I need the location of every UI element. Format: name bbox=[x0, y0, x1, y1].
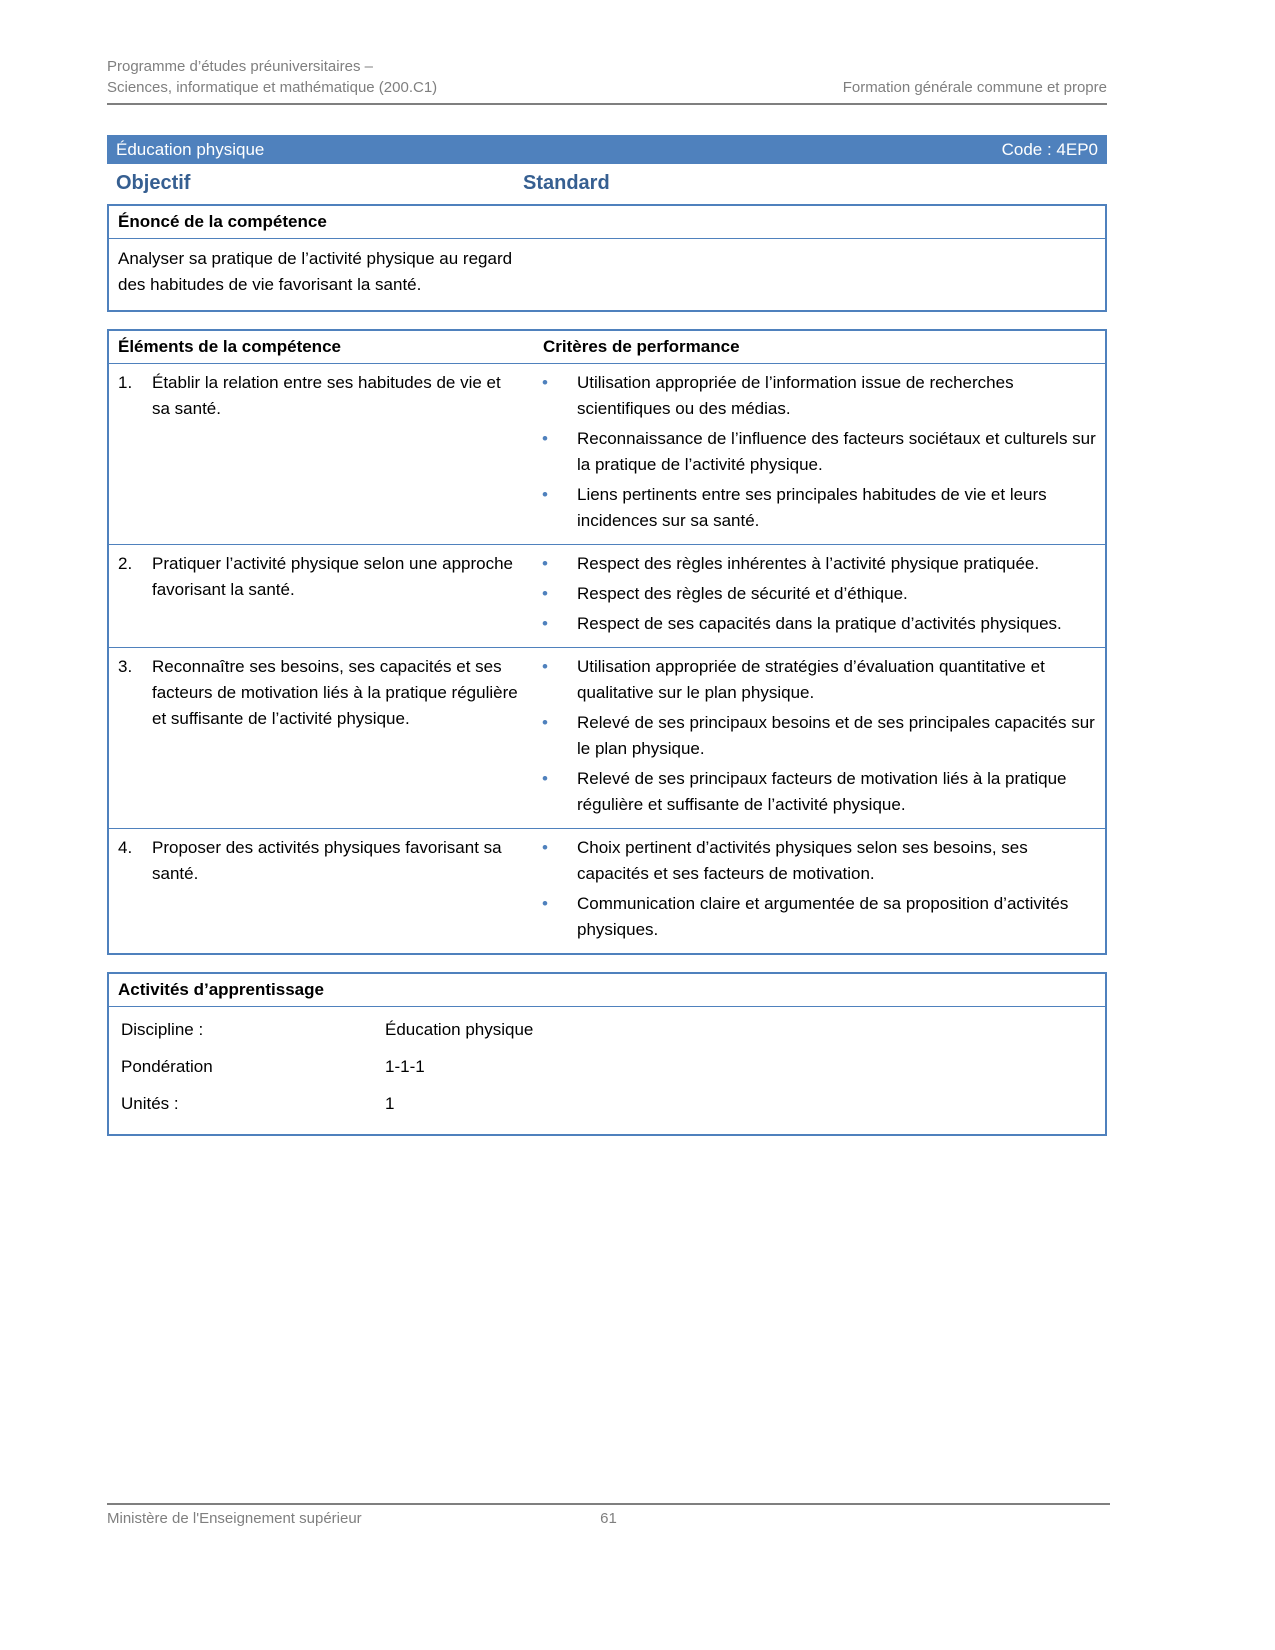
bullet-icon bbox=[542, 766, 577, 818]
page-content bbox=[107, 0, 1107, 1136]
criterion-item bbox=[542, 766, 1099, 818]
course-title: Éducation physique bbox=[116, 139, 265, 159]
page-number: 61 bbox=[600, 1510, 617, 1527]
bullet-icon bbox=[542, 551, 577, 577]
criterion-item bbox=[542, 710, 1099, 762]
criterion-item bbox=[542, 654, 1099, 706]
criterion-item bbox=[542, 370, 1099, 422]
enonce-box bbox=[107, 204, 1107, 312]
criterion-text: Respect des règles inhérentes à l’activité physique pratiquée. bbox=[577, 554, 1040, 573]
criterion-item bbox=[542, 835, 1099, 887]
bullet-icon bbox=[542, 891, 577, 943]
activities-box bbox=[107, 972, 1107, 1136]
criteria-cell bbox=[542, 545, 1105, 647]
criterion-item bbox=[542, 551, 1099, 577]
element-cell bbox=[109, 545, 542, 647]
criteria-cell bbox=[542, 829, 1105, 953]
program-title bbox=[107, 56, 437, 98]
header-rule bbox=[107, 103, 1107, 105]
program-title-line2: Sciences, informatique et mathématique (200.C1) bbox=[107, 79, 438, 96]
activity-value: 1 bbox=[385, 1094, 395, 1113]
competence-row bbox=[109, 364, 1105, 545]
bullet-icon bbox=[542, 370, 577, 422]
competence-table-header bbox=[109, 331, 1105, 364]
activity-row bbox=[109, 1011, 1105, 1048]
criterion-text: Respect de ses capacités dans la pratique d’activités physiques. bbox=[577, 614, 1062, 633]
enonce-text: Analyser sa pratique de l’activité physique au regard des habitudes de vie favorisant la santé. bbox=[118, 249, 513, 294]
activity-row bbox=[109, 1048, 1105, 1085]
criterion-text: Communication claire et argumentée de sa proposition d’activités physiques. bbox=[577, 894, 1069, 939]
criterion-text: Relevé de ses principaux facteurs de motivation liés à la pratique régulière et suffisante de l’activité physique. bbox=[577, 769, 1067, 814]
element-cell bbox=[109, 648, 542, 828]
criterion-text: Respect des règles de sécurité et d’éthique. bbox=[577, 584, 908, 603]
objectif-heading: Objectif bbox=[116, 172, 191, 194]
criterion-text: Choix pertinent d’activités physiques selon ses besoins, ses capacités et ses facteurs de motivation. bbox=[577, 838, 1028, 883]
bullet-icon bbox=[542, 710, 577, 762]
activities-rows bbox=[109, 1007, 1105, 1134]
element-text: Proposer des activités physiques favorisant sa santé. bbox=[152, 838, 502, 883]
element-number: 2. bbox=[118, 554, 133, 573]
criterion-text: Utilisation appropriée de stratégies d’évaluation quantitative et qualitative sur le plan physique. bbox=[577, 657, 1045, 702]
element-text: Pratiquer l’activité physique selon une approche favorisant la santé. bbox=[152, 554, 514, 599]
bullet-icon bbox=[542, 581, 577, 607]
criteres-header: Critères de performance bbox=[543, 337, 740, 356]
criteria-cell bbox=[542, 648, 1105, 828]
competence-row bbox=[109, 829, 1105, 953]
criterion-item bbox=[542, 426, 1099, 478]
bullet-icon bbox=[542, 482, 577, 534]
criterion-item bbox=[542, 891, 1099, 943]
bullet-icon bbox=[542, 654, 577, 706]
enonce-header: Énoncé de la compétence bbox=[109, 206, 1105, 239]
criterion-item bbox=[542, 482, 1099, 534]
section-headings-row bbox=[107, 164, 1107, 204]
criterion-item bbox=[542, 581, 1099, 607]
criterion-text: Liens pertinents entre ses principales habitudes de vie et leurs incidences sur sa santé. bbox=[577, 485, 1047, 530]
element-text: Reconnaître ses besoins, ses capacités et ses facteurs de motivation liés à la pratique régulière et suffisante de l’activité physique. bbox=[152, 657, 518, 728]
activity-label: Unités : bbox=[121, 1094, 179, 1113]
element-text: Établir la relation entre ses habitudes de vie et sa santé. bbox=[152, 373, 501, 418]
activity-label: Pondération bbox=[121, 1057, 213, 1076]
competence-row bbox=[109, 648, 1105, 829]
activity-value: Éducation physique bbox=[385, 1020, 534, 1039]
activity-label: Discipline : bbox=[121, 1020, 204, 1039]
criterion-text: Reconnaissance de l’influence des facteurs sociétaux et culturels sur la pratique de l’activité physique. bbox=[577, 429, 1096, 474]
page-header bbox=[107, 56, 1107, 98]
activities-header: Activités d’apprentissage bbox=[109, 974, 1105, 1007]
bullet-icon bbox=[542, 611, 577, 637]
bullet-icon bbox=[542, 835, 577, 887]
elements-header: Éléments de la compétence bbox=[118, 337, 341, 356]
competence-table bbox=[107, 329, 1107, 955]
element-number: 4. bbox=[118, 838, 133, 857]
criteria-cell bbox=[542, 364, 1105, 544]
element-cell bbox=[109, 364, 542, 544]
element-number: 3. bbox=[118, 657, 133, 676]
activity-value: 1-1-1 bbox=[385, 1057, 425, 1076]
bullet-icon bbox=[542, 426, 577, 478]
course-banner bbox=[107, 135, 1107, 164]
element-cell bbox=[109, 829, 542, 953]
criterion-item bbox=[542, 611, 1099, 637]
criterion-text: Utilisation appropriée de l’information issue de recherches scientifiques ou des médias. bbox=[577, 373, 1014, 418]
criterion-text: Relevé de ses principaux besoins et de ses principales capacités sur le plan physique. bbox=[577, 713, 1095, 758]
element-number: 1. bbox=[118, 373, 133, 392]
page-footer bbox=[107, 1503, 1110, 1527]
header-right-label: Formation générale commune et propre bbox=[842, 79, 1107, 96]
standard-heading: Standard bbox=[523, 172, 610, 194]
footer-ministry: Ministère de l'Enseignement supérieur bbox=[107, 1510, 362, 1527]
activity-row bbox=[109, 1085, 1105, 1122]
course-code: Code : 4EP0 bbox=[1001, 139, 1098, 159]
program-title-line1: Programme d’études préuniversitaires – bbox=[107, 58, 373, 75]
competence-row bbox=[109, 545, 1105, 648]
